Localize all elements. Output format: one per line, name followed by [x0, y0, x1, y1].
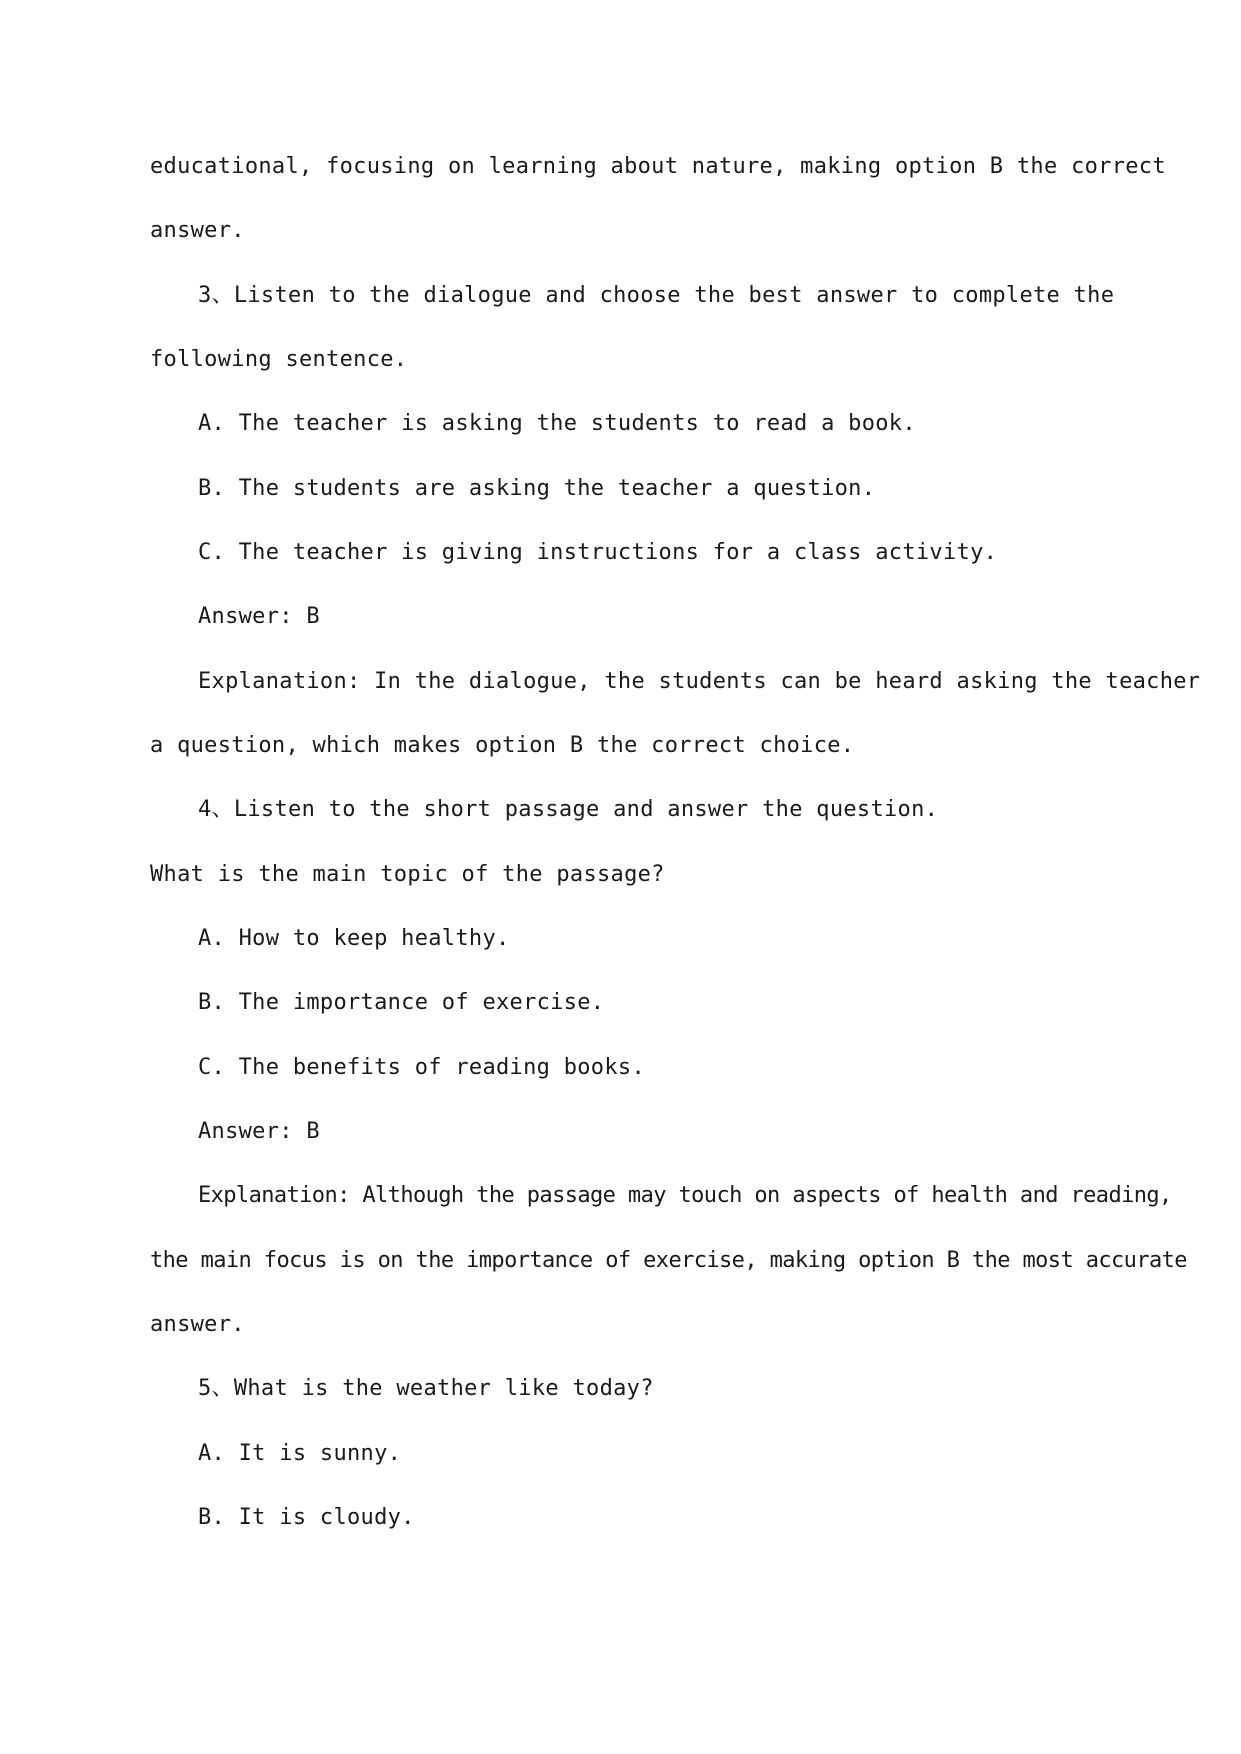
- q5-option-a: A. It is sunny.: [198, 1441, 402, 1466]
- q2-explanation-line-2: answer.: [150, 218, 245, 243]
- q4-prompt-line-1: 4、Listen to the short passage and answer the question.: [198, 797, 939, 822]
- q4-option-a: A. How to keep healthy.: [198, 926, 510, 951]
- q3-option-c: C. The teacher is giving instructions for a class activity.: [198, 540, 998, 565]
- q3-prompt-line-1: 3、Listen to the dialogue and choose the best answer to complete the: [198, 283, 1115, 308]
- q3-prompt-line-2: following sentence.: [150, 347, 408, 372]
- q3-answer: Answer: B: [198, 604, 320, 629]
- q4-prompt-line-2: What is the main topic of the passage?: [150, 862, 665, 887]
- q3-explanation-line-1: Explanation: In the dialogue, the students can be heard asking the teacher: [198, 669, 1201, 694]
- q4-answer: Answer: B: [198, 1119, 320, 1144]
- q4-explanation-line-3: answer.: [150, 1312, 245, 1337]
- q4-option-b: B. The importance of exercise.: [198, 990, 605, 1015]
- q3-option-a: A. The teacher is asking the students to read a book.: [198, 411, 916, 436]
- q3-option-b: B. The students are asking the teacher a question.: [198, 476, 876, 501]
- q5-option-b: B. It is cloudy.: [198, 1505, 415, 1530]
- q4-option-c: C. The benefits of reading books.: [198, 1055, 645, 1080]
- q2-explanation-line-1: educational, focusing on learning about nature, making option B the correct: [150, 154, 1166, 179]
- q3-explanation-line-2: a question, which makes option B the correct choice.: [150, 733, 855, 758]
- q4-explanation-line-2: the main focus is on the importance of exercise, making option B the most accurate: [150, 1248, 1187, 1273]
- q5-prompt: 5、What is the weather like today?: [198, 1376, 654, 1401]
- q4-explanation-line-1: Explanation: Although the passage may touch on aspects of health and reading,: [198, 1183, 1172, 1208]
